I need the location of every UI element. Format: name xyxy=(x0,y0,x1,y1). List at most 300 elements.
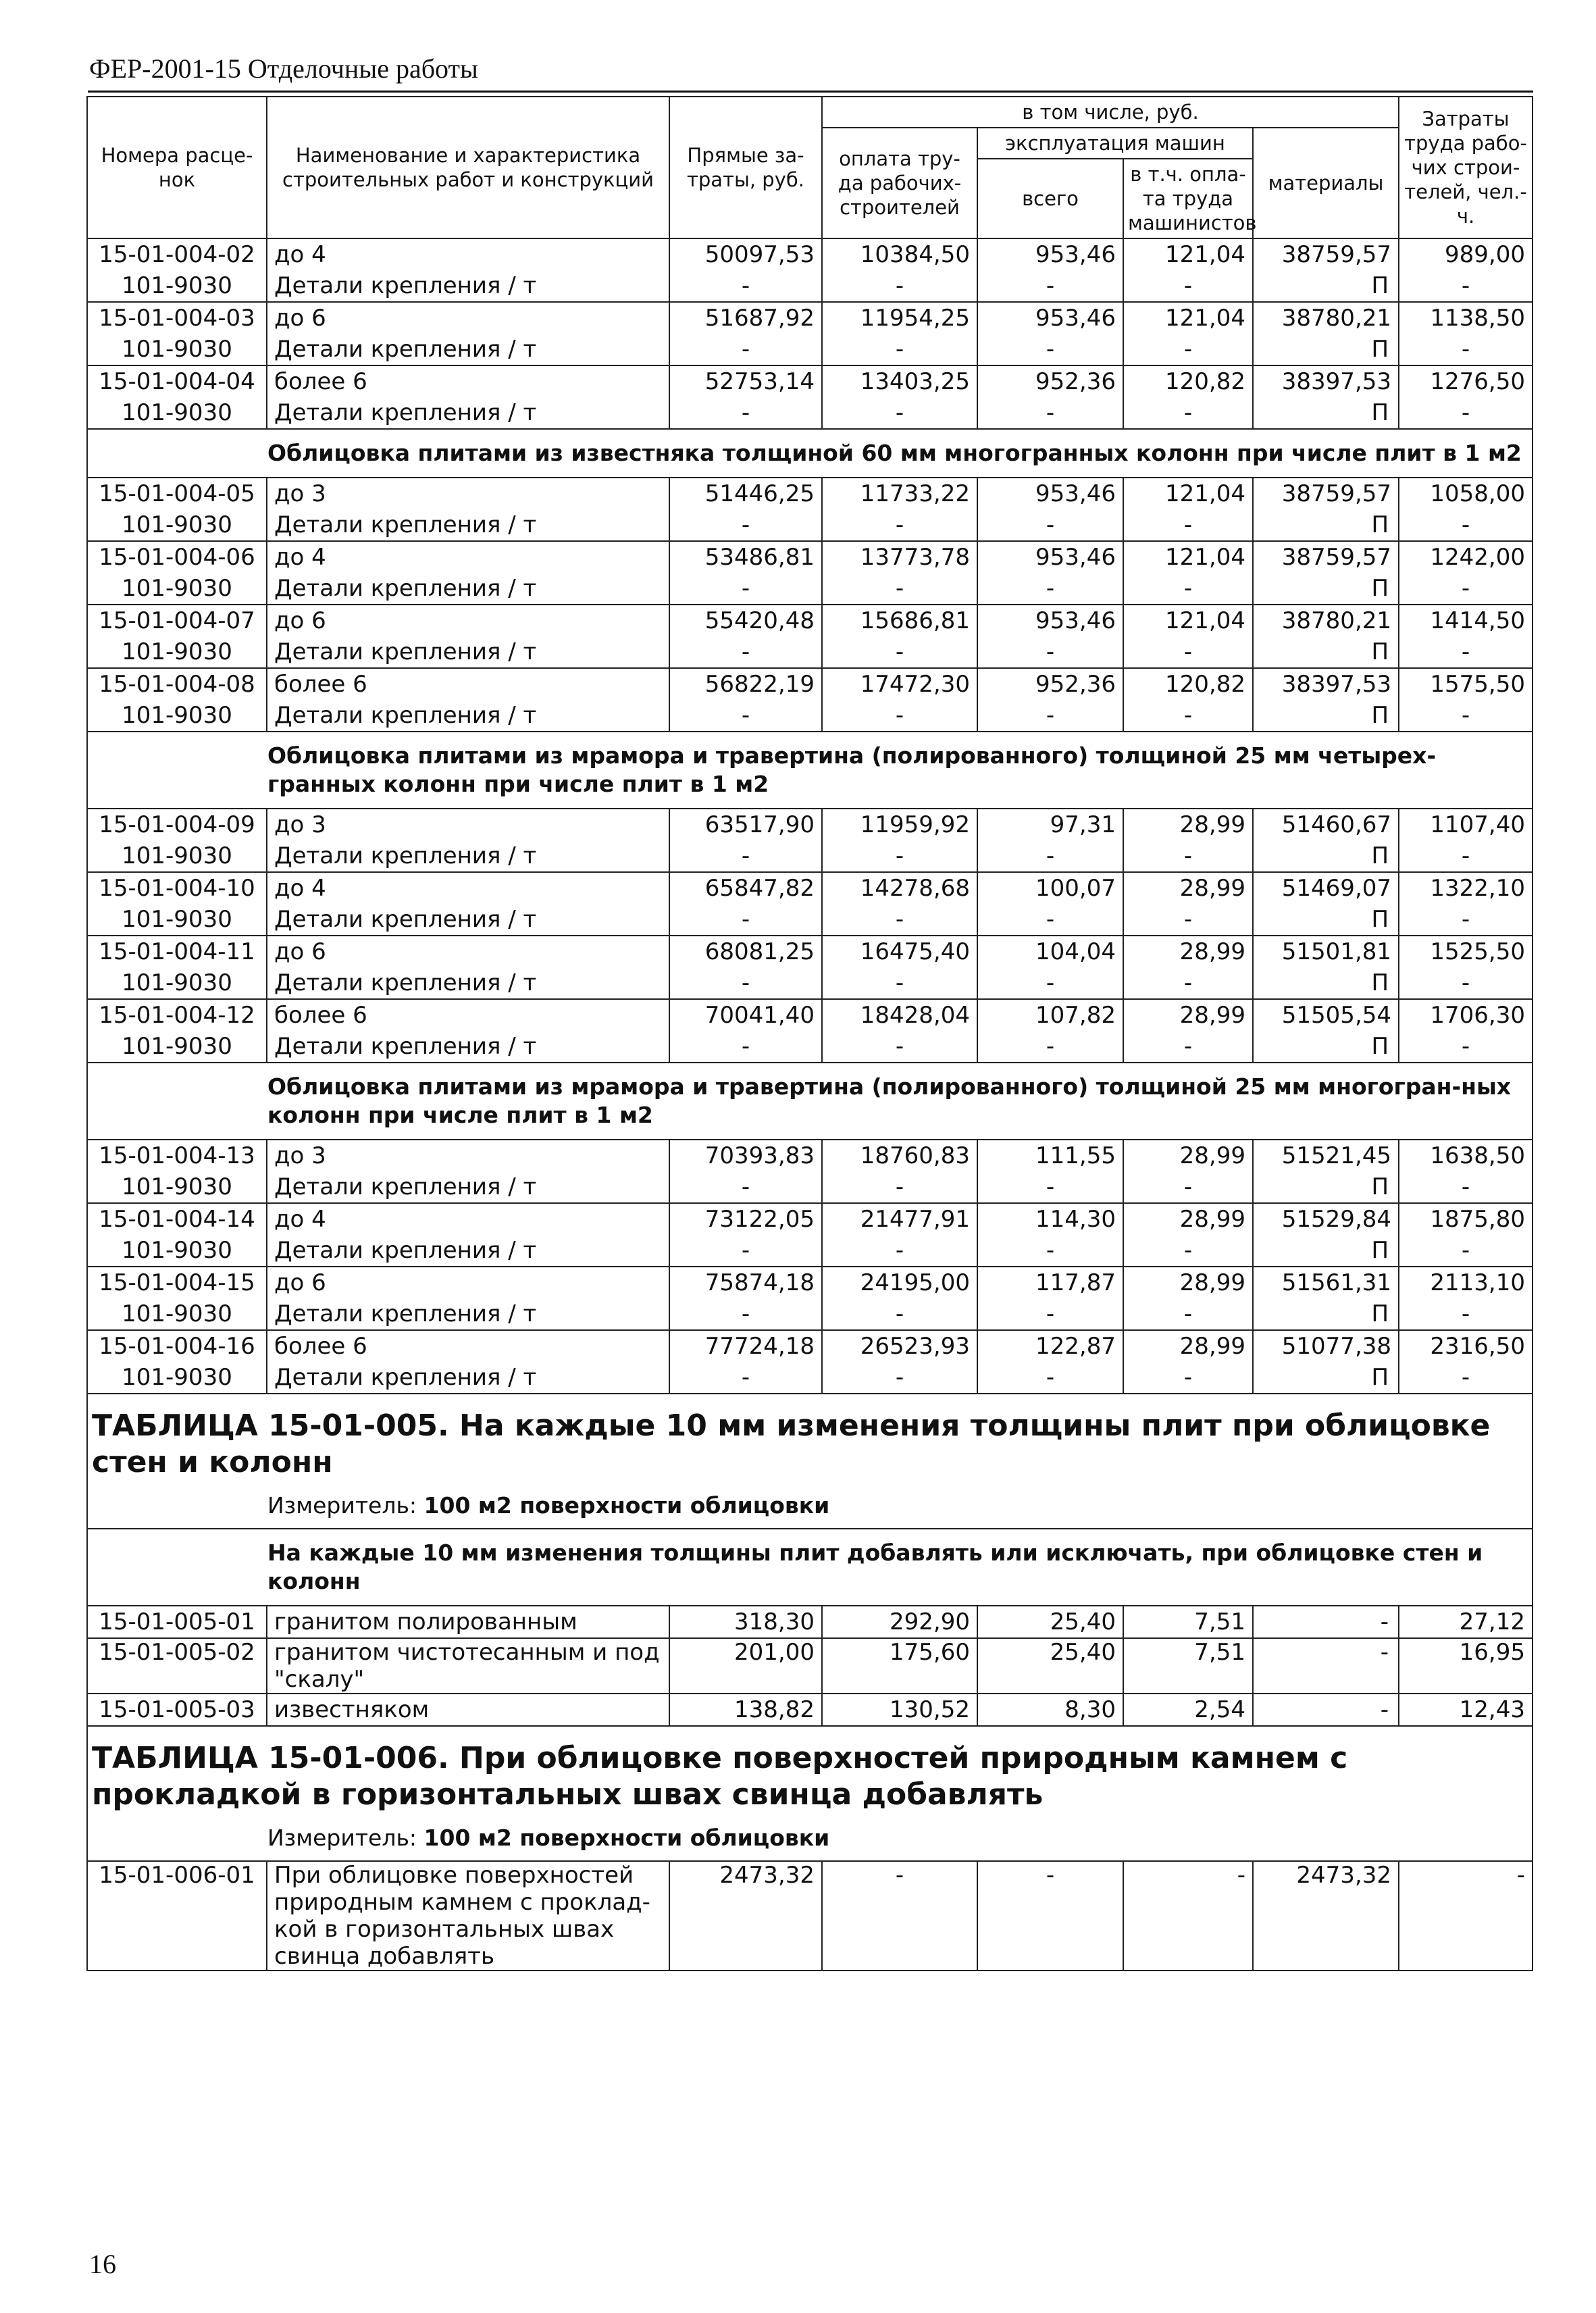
machines-total: 104,04 xyxy=(977,936,1123,967)
work-name: более 6 xyxy=(267,365,669,397)
page-header: ФЕР-2001-15 Отделочные работы xyxy=(89,53,478,84)
machines-total: 107,82 xyxy=(977,999,1123,1031)
machines-total: 953,46 xyxy=(977,605,1123,636)
resource-code: 101-9030 xyxy=(87,1171,267,1203)
labor-cost: 1322,10 xyxy=(1399,872,1533,904)
table-row xyxy=(87,1330,1533,1362)
materials-cost: 38397,53 xyxy=(1253,365,1399,397)
work-name: до 3 xyxy=(267,478,669,509)
resource-mark: П xyxy=(1253,1235,1399,1267)
table-subrow xyxy=(87,636,1533,668)
materials-cost: 51561,31 xyxy=(1253,1267,1399,1298)
dash: - xyxy=(977,840,1123,872)
machines-wages: 28,99 xyxy=(1123,1330,1253,1362)
direct-cost: 138,82 xyxy=(669,1694,822,1726)
table-row xyxy=(87,605,1533,636)
wages-cost: 18428,04 xyxy=(822,999,977,1031)
direct-cost: 56822,19 xyxy=(669,668,822,700)
labor-cost: 1242,00 xyxy=(1399,541,1533,573)
dash: - xyxy=(1123,1171,1253,1203)
resource-code: 101-9030 xyxy=(87,1362,267,1394)
labor-cost: 989,00 xyxy=(1399,238,1533,270)
dash: - xyxy=(977,397,1123,429)
dash: - xyxy=(822,904,977,936)
direct-cost: 53486,81 xyxy=(669,541,822,573)
work-name: до 3 xyxy=(267,1140,669,1171)
resource-name: Детали крепления / т xyxy=(267,1031,669,1063)
dash: - xyxy=(1399,397,1533,429)
materials-cost: 38780,21 xyxy=(1253,302,1399,334)
resource-mark: П xyxy=(1253,1031,1399,1063)
wages-cost: 11954,25 xyxy=(822,302,977,334)
resource-mark: П xyxy=(1253,573,1399,605)
resource-mark: П xyxy=(1253,700,1399,732)
meter xyxy=(87,1817,1533,1861)
rate-code: 15-01-004-15 xyxy=(87,1267,267,1298)
machines-wages: 2,54 xyxy=(1123,1694,1253,1726)
direct-cost: 55420,48 xyxy=(669,605,822,636)
wages-cost: 24195,00 xyxy=(822,1267,977,1298)
dash: - xyxy=(977,1298,1123,1330)
resource-code: 101-9030 xyxy=(87,636,267,668)
rate-code: 15-01-005-03 xyxy=(87,1694,267,1726)
table-subrow xyxy=(87,509,1533,541)
table-row xyxy=(87,1267,1533,1298)
dash: - xyxy=(669,1171,822,1203)
materials-cost: 51077,38 xyxy=(1253,1330,1399,1362)
wages-cost: 26523,93 xyxy=(822,1330,977,1362)
resource-mark: П xyxy=(1253,270,1399,302)
materials-cost: - xyxy=(1253,1694,1399,1726)
machines-wages: 28,99 xyxy=(1123,872,1253,904)
section-heading: Облицовка плитами из мрамора и травертина (полированного) толщиной 25 мм многогран-ных колонн при числе плит в 1 м2 xyxy=(87,1063,1533,1140)
dash: - xyxy=(977,700,1123,732)
direct-cost: 201,00 xyxy=(669,1638,822,1694)
wages-cost: 16475,40 xyxy=(822,936,977,967)
dash: - xyxy=(669,1235,822,1267)
direct-cost: 50097,53 xyxy=(669,238,822,270)
dash: - xyxy=(1123,573,1253,605)
dash: - xyxy=(669,840,822,872)
machines-wages: 121,04 xyxy=(1123,478,1253,509)
resource-mark: П xyxy=(1253,840,1399,872)
dash: - xyxy=(669,636,822,668)
dash: - xyxy=(977,1171,1123,1203)
dash: - xyxy=(1399,840,1533,872)
table-subrow xyxy=(87,840,1533,872)
dash: - xyxy=(669,1298,822,1330)
machines-total: 953,46 xyxy=(977,478,1123,509)
machines-wages: 121,04 xyxy=(1123,605,1253,636)
materials-cost: 51505,54 xyxy=(1253,999,1399,1031)
machines-wages: 28,99 xyxy=(1123,999,1253,1031)
materials-cost: 38397,53 xyxy=(1253,668,1399,700)
header-rule xyxy=(88,91,1533,93)
materials-cost: 51469,07 xyxy=(1253,872,1399,904)
materials-cost: - xyxy=(1253,1606,1399,1638)
dash: - xyxy=(1123,270,1253,302)
dash: - xyxy=(669,1362,822,1394)
materials-cost: 51521,45 xyxy=(1253,1140,1399,1171)
materials-cost: 38759,57 xyxy=(1253,478,1399,509)
resource-name: Детали крепления / т xyxy=(267,967,669,999)
rate-code: 15-01-004-09 xyxy=(87,809,267,840)
materials-cost: 38759,57 xyxy=(1253,238,1399,270)
work-name: более 6 xyxy=(267,668,669,700)
labor-cost: 2113,10 xyxy=(1399,1267,1533,1298)
direct-cost: 68081,25 xyxy=(669,936,822,967)
dash: - xyxy=(977,334,1123,365)
dash: - xyxy=(1399,573,1533,605)
direct-cost: 73122,05 xyxy=(669,1203,822,1235)
rate-code: 15-01-004-10 xyxy=(87,872,267,904)
table-subrow xyxy=(87,334,1533,365)
resource-code: 101-9030 xyxy=(87,270,267,302)
dash: - xyxy=(669,270,822,302)
labor-cost: 1575,50 xyxy=(1399,668,1533,700)
rate-code: 15-01-004-08 xyxy=(87,668,267,700)
work-name: до 4 xyxy=(267,541,669,573)
dash: - xyxy=(1399,1235,1533,1267)
rate-code: 15-01-004-12 xyxy=(87,999,267,1031)
direct-cost: 70041,40 xyxy=(669,999,822,1031)
resource-code: 101-9030 xyxy=(87,397,267,429)
rate-code: 15-01-006-01 xyxy=(87,1861,267,1971)
dash: - xyxy=(977,1235,1123,1267)
rate-code: 15-01-004-06 xyxy=(87,541,267,573)
rate-code: 15-01-004-07 xyxy=(87,605,267,636)
wages-cost: 15686,81 xyxy=(822,605,977,636)
rate-code: 15-01-005-01 xyxy=(87,1606,267,1638)
resource-code: 101-9030 xyxy=(87,904,267,936)
dash: - xyxy=(822,270,977,302)
header-direct: Прямые за-траты, руб. xyxy=(669,97,822,238)
dash: - xyxy=(977,270,1123,302)
materials-cost: 38780,21 xyxy=(1253,605,1399,636)
machines-total: 953,46 xyxy=(977,238,1123,270)
resource-mark: П xyxy=(1253,1362,1399,1394)
header-materials: материалы xyxy=(1253,128,1399,238)
section-heading: Облицовка плитами из известняка толщиной 60 мм многогранных колонн при числе плит в 1 м2 xyxy=(87,429,1533,478)
header-machines-wages: в т.ч. опла-та труда машинистов xyxy=(1123,159,1253,238)
machines-wages: 7,51 xyxy=(1123,1606,1253,1638)
resource-name: Детали крепления / т xyxy=(267,397,669,429)
dash: - xyxy=(669,904,822,936)
resource-code: 101-9030 xyxy=(87,967,267,999)
table-subrow xyxy=(87,397,1533,429)
resource-code: 101-9030 xyxy=(87,1031,267,1063)
wages-cost: 13403,25 xyxy=(822,365,977,397)
meter-row xyxy=(87,1485,1533,1529)
machines-total: 8,30 xyxy=(977,1694,1123,1726)
wages-cost: 21477,91 xyxy=(822,1203,977,1235)
resource-mark: П xyxy=(1253,334,1399,365)
machines-total: 953,46 xyxy=(977,541,1123,573)
resource-mark: П xyxy=(1253,1298,1399,1330)
resource-name: Детали крепления / т xyxy=(267,1235,669,1267)
resource-code: 101-9030 xyxy=(87,573,267,605)
direct-cost: 65847,82 xyxy=(669,872,822,904)
wages-cost: 18760,83 xyxy=(822,1140,977,1171)
labor-cost: 2316,50 xyxy=(1399,1330,1533,1362)
section-heading: На каждые 10 мм изменения толщины плит добавлять или исключать, при облицовке стен и колонн xyxy=(87,1529,1533,1606)
machines-wages: 28,99 xyxy=(1123,1140,1253,1171)
dash: - xyxy=(669,1031,822,1063)
table-subrow xyxy=(87,270,1533,302)
header-name: Наименование и характеристика строительных работ и конструкций xyxy=(267,97,669,238)
materials-cost: 51529,84 xyxy=(1253,1203,1399,1235)
dash: - xyxy=(977,1362,1123,1394)
machines-total: 952,36 xyxy=(977,668,1123,700)
dash: - xyxy=(1123,509,1253,541)
dash: - xyxy=(1123,1362,1253,1394)
labor-cost: 27,12 xyxy=(1399,1606,1533,1638)
machines-wages: 120,82 xyxy=(1123,365,1253,397)
labor-cost: - xyxy=(1399,1861,1533,1971)
machines-total: 100,07 xyxy=(977,872,1123,904)
rate-code: 15-01-004-05 xyxy=(87,478,267,509)
table-title-row xyxy=(87,1394,1533,1485)
materials-cost: 51460,67 xyxy=(1253,809,1399,840)
table-006-title: ТАБЛИЦА 15-01-006. При облицовке поверхностей природным камнем с прокладкой в горизонтальных швах свинца добавлять xyxy=(87,1726,1533,1817)
dash: - xyxy=(669,509,822,541)
labor-cost: 12,43 xyxy=(1399,1694,1533,1726)
resource-mark: П xyxy=(1253,1171,1399,1203)
rate-code: 15-01-005-02 xyxy=(87,1638,267,1694)
resource-name: Детали крепления / т xyxy=(267,334,669,365)
machines-total: 25,40 xyxy=(977,1638,1123,1694)
table-005-title: ТАБЛИЦА 15-01-005. На каждые 10 мм изменения толщины плит при облицовке стен и колонн xyxy=(87,1394,1533,1485)
meter xyxy=(87,1485,1533,1529)
wages-cost: 175,60 xyxy=(822,1638,977,1694)
work-name: известняком xyxy=(267,1694,669,1726)
rate-code: 15-01-004-02 xyxy=(87,238,267,270)
dash: - xyxy=(1399,636,1533,668)
dash: - xyxy=(1123,1235,1253,1267)
dash: - xyxy=(1123,967,1253,999)
table-row xyxy=(87,541,1533,573)
materials-cost: 2473,32 xyxy=(1253,1861,1399,1971)
resource-code: 101-9030 xyxy=(87,1298,267,1330)
materials-cost: - xyxy=(1253,1638,1399,1694)
dash: - xyxy=(1399,270,1533,302)
dash: - xyxy=(1123,904,1253,936)
header-labor: Затраты труда рабо-чих строи-телей, чел.-ч. xyxy=(1399,97,1533,238)
dash: - xyxy=(822,840,977,872)
dash: - xyxy=(1123,1298,1253,1330)
table-subrow xyxy=(87,1362,1533,1394)
machines-total: 25,40 xyxy=(977,1606,1123,1638)
resource-name: Детали крепления / т xyxy=(267,904,669,936)
dash: - xyxy=(1399,1031,1533,1063)
direct-cost: 75874,18 xyxy=(669,1267,822,1298)
labor-cost: 16,95 xyxy=(1399,1638,1533,1694)
machines-total: 122,87 xyxy=(977,1330,1123,1362)
dash: - xyxy=(822,967,977,999)
wages-cost: 11959,92 xyxy=(822,809,977,840)
labor-cost: 1138,50 xyxy=(1399,302,1533,334)
resource-code: 101-9030 xyxy=(87,840,267,872)
table-row xyxy=(87,668,1533,700)
dash: - xyxy=(822,1298,977,1330)
table-row xyxy=(87,1861,1533,1971)
labor-cost: 1875,80 xyxy=(1399,1203,1533,1235)
dash: - xyxy=(1123,700,1253,732)
meter-value: 100 м2 поверхности облицовки xyxy=(423,1492,830,1519)
machines-total: 952,36 xyxy=(977,365,1123,397)
table-subrow xyxy=(87,1298,1533,1330)
resource-code: 101-9030 xyxy=(87,334,267,365)
resource-name: Детали крепления / т xyxy=(267,509,669,541)
header-machines: эксплуатация машин xyxy=(977,128,1253,159)
table-row xyxy=(87,1140,1533,1171)
table-row xyxy=(87,365,1533,397)
table-row xyxy=(87,1694,1533,1726)
work-name: до 6 xyxy=(267,605,669,636)
dash: - xyxy=(822,1031,977,1063)
materials-cost: 51501,81 xyxy=(1253,936,1399,967)
work-name: до 6 xyxy=(267,936,669,967)
table-subrow xyxy=(87,904,1533,936)
machines-total: 97,31 xyxy=(977,809,1123,840)
work-name: более 6 xyxy=(267,999,669,1031)
resource-name: Детали крепления / т xyxy=(267,636,669,668)
table-header xyxy=(87,97,1533,238)
resource-name: Детали крепления / т xyxy=(267,1298,669,1330)
dash: - xyxy=(1399,509,1533,541)
labor-cost: 1706,30 xyxy=(1399,999,1533,1031)
section-heading: Облицовка плитами из мрамора и травертина (полированного) толщиной 25 мм четырех-гранных колонн при числе плит в 1 м2 xyxy=(87,732,1533,809)
dash: - xyxy=(1399,1298,1533,1330)
dash: - xyxy=(822,1235,977,1267)
table-row xyxy=(87,478,1533,509)
resource-code: 101-9030 xyxy=(87,700,267,732)
table-subrow xyxy=(87,700,1533,732)
wages-cost: 292,90 xyxy=(822,1606,977,1638)
wages-cost: 130,52 xyxy=(822,1694,977,1726)
dash: - xyxy=(1399,1171,1533,1203)
machines-total: 953,46 xyxy=(977,302,1123,334)
work-name: до 3 xyxy=(267,809,669,840)
labor-cost: 1107,40 xyxy=(1399,809,1533,840)
rate-code: 15-01-004-16 xyxy=(87,1330,267,1362)
dash: - xyxy=(822,1171,977,1203)
section-heading-row xyxy=(87,1529,1533,1606)
dash: - xyxy=(977,904,1123,936)
page-number: 16 xyxy=(89,2249,116,2279)
machines-total: 111,55 xyxy=(977,1140,1123,1171)
machines-wages: 121,04 xyxy=(1123,238,1253,270)
dash: - xyxy=(1123,840,1253,872)
resource-mark: П xyxy=(1253,904,1399,936)
dash: - xyxy=(1123,334,1253,365)
work-name: гранитом чистотесанным и под "скалу" xyxy=(267,1638,669,1694)
machines-wages: 28,99 xyxy=(1123,936,1253,967)
labor-cost: 1638,50 xyxy=(1399,1140,1533,1171)
direct-cost: 318,30 xyxy=(669,1606,822,1638)
table-row xyxy=(87,238,1533,270)
direct-cost: 52753,14 xyxy=(669,365,822,397)
resource-mark: П xyxy=(1253,967,1399,999)
dash: - xyxy=(1399,967,1533,999)
machines-wages: 7,51 xyxy=(1123,1638,1253,1694)
labor-cost: 1414,50 xyxy=(1399,605,1533,636)
resource-name: Детали крепления / т xyxy=(267,1362,669,1394)
resource-name: Детали крепления / т xyxy=(267,1171,669,1203)
meter-row xyxy=(87,1817,1533,1861)
labor-cost: 1058,00 xyxy=(1399,478,1533,509)
dash: - xyxy=(977,1031,1123,1063)
table-row xyxy=(87,809,1533,840)
direct-cost: 2473,32 xyxy=(669,1861,822,1971)
machines-wages: 121,04 xyxy=(1123,302,1253,334)
dash: - xyxy=(1123,1031,1253,1063)
materials-cost: 38759,57 xyxy=(1253,541,1399,573)
wages-cost: 17472,30 xyxy=(822,668,977,700)
section-heading-row xyxy=(87,732,1533,809)
dash: - xyxy=(1123,636,1253,668)
wages-cost: 14278,68 xyxy=(822,872,977,904)
resource-mark: П xyxy=(1253,397,1399,429)
work-name: При облицовке поверхностей природным камнем с проклад-кой в горизонтальных швах свинца добавлять xyxy=(267,1861,669,1971)
table-row xyxy=(87,1606,1533,1638)
work-name: до 6 xyxy=(267,1267,669,1298)
table-row xyxy=(87,1638,1533,1694)
header-machines-total: всего xyxy=(977,159,1123,238)
table-body xyxy=(87,238,1533,1971)
dash: - xyxy=(669,700,822,732)
dash: - xyxy=(669,967,822,999)
wages-cost: 11733,22 xyxy=(822,478,977,509)
dash: - xyxy=(1399,334,1533,365)
machines-wages: 28,99 xyxy=(1123,809,1253,840)
dash: - xyxy=(822,636,977,668)
labor-cost: 1276,50 xyxy=(1399,365,1533,397)
machines-wages: 120,82 xyxy=(1123,668,1253,700)
resource-name: Детали крепления / т xyxy=(267,840,669,872)
resource-name: Детали крепления / т xyxy=(267,700,669,732)
table-row xyxy=(87,936,1533,967)
table-subrow xyxy=(87,1031,1533,1063)
resource-mark: П xyxy=(1253,509,1399,541)
rates-table xyxy=(86,96,1533,1971)
resource-name: Детали крепления / т xyxy=(267,270,669,302)
resource-name: Детали крепления / т xyxy=(267,573,669,605)
machines-total: 117,87 xyxy=(977,1267,1123,1298)
resource-code: 101-9030 xyxy=(87,509,267,541)
resource-mark: П xyxy=(1253,636,1399,668)
machines-wages: - xyxy=(1123,1861,1253,1971)
dash: - xyxy=(822,573,977,605)
work-name: до 4 xyxy=(267,872,669,904)
wages-cost: 13773,78 xyxy=(822,541,977,573)
rate-code: 15-01-004-13 xyxy=(87,1140,267,1171)
header-incl: в том числе, руб. xyxy=(822,97,1399,128)
work-name: до 4 xyxy=(267,238,669,270)
table-subrow xyxy=(87,1171,1533,1203)
dash: - xyxy=(1123,397,1253,429)
dash: - xyxy=(977,967,1123,999)
table-row xyxy=(87,302,1533,334)
dash: - xyxy=(1399,700,1533,732)
section-heading-row xyxy=(87,429,1533,478)
direct-cost: 77724,18 xyxy=(669,1330,822,1362)
table-row xyxy=(87,872,1533,904)
machines-wages: 28,99 xyxy=(1123,1267,1253,1298)
dash: - xyxy=(822,509,977,541)
meter-value: 100 м2 поверхности облицовки xyxy=(423,1825,830,1851)
rate-code: 15-01-004-03 xyxy=(87,302,267,334)
